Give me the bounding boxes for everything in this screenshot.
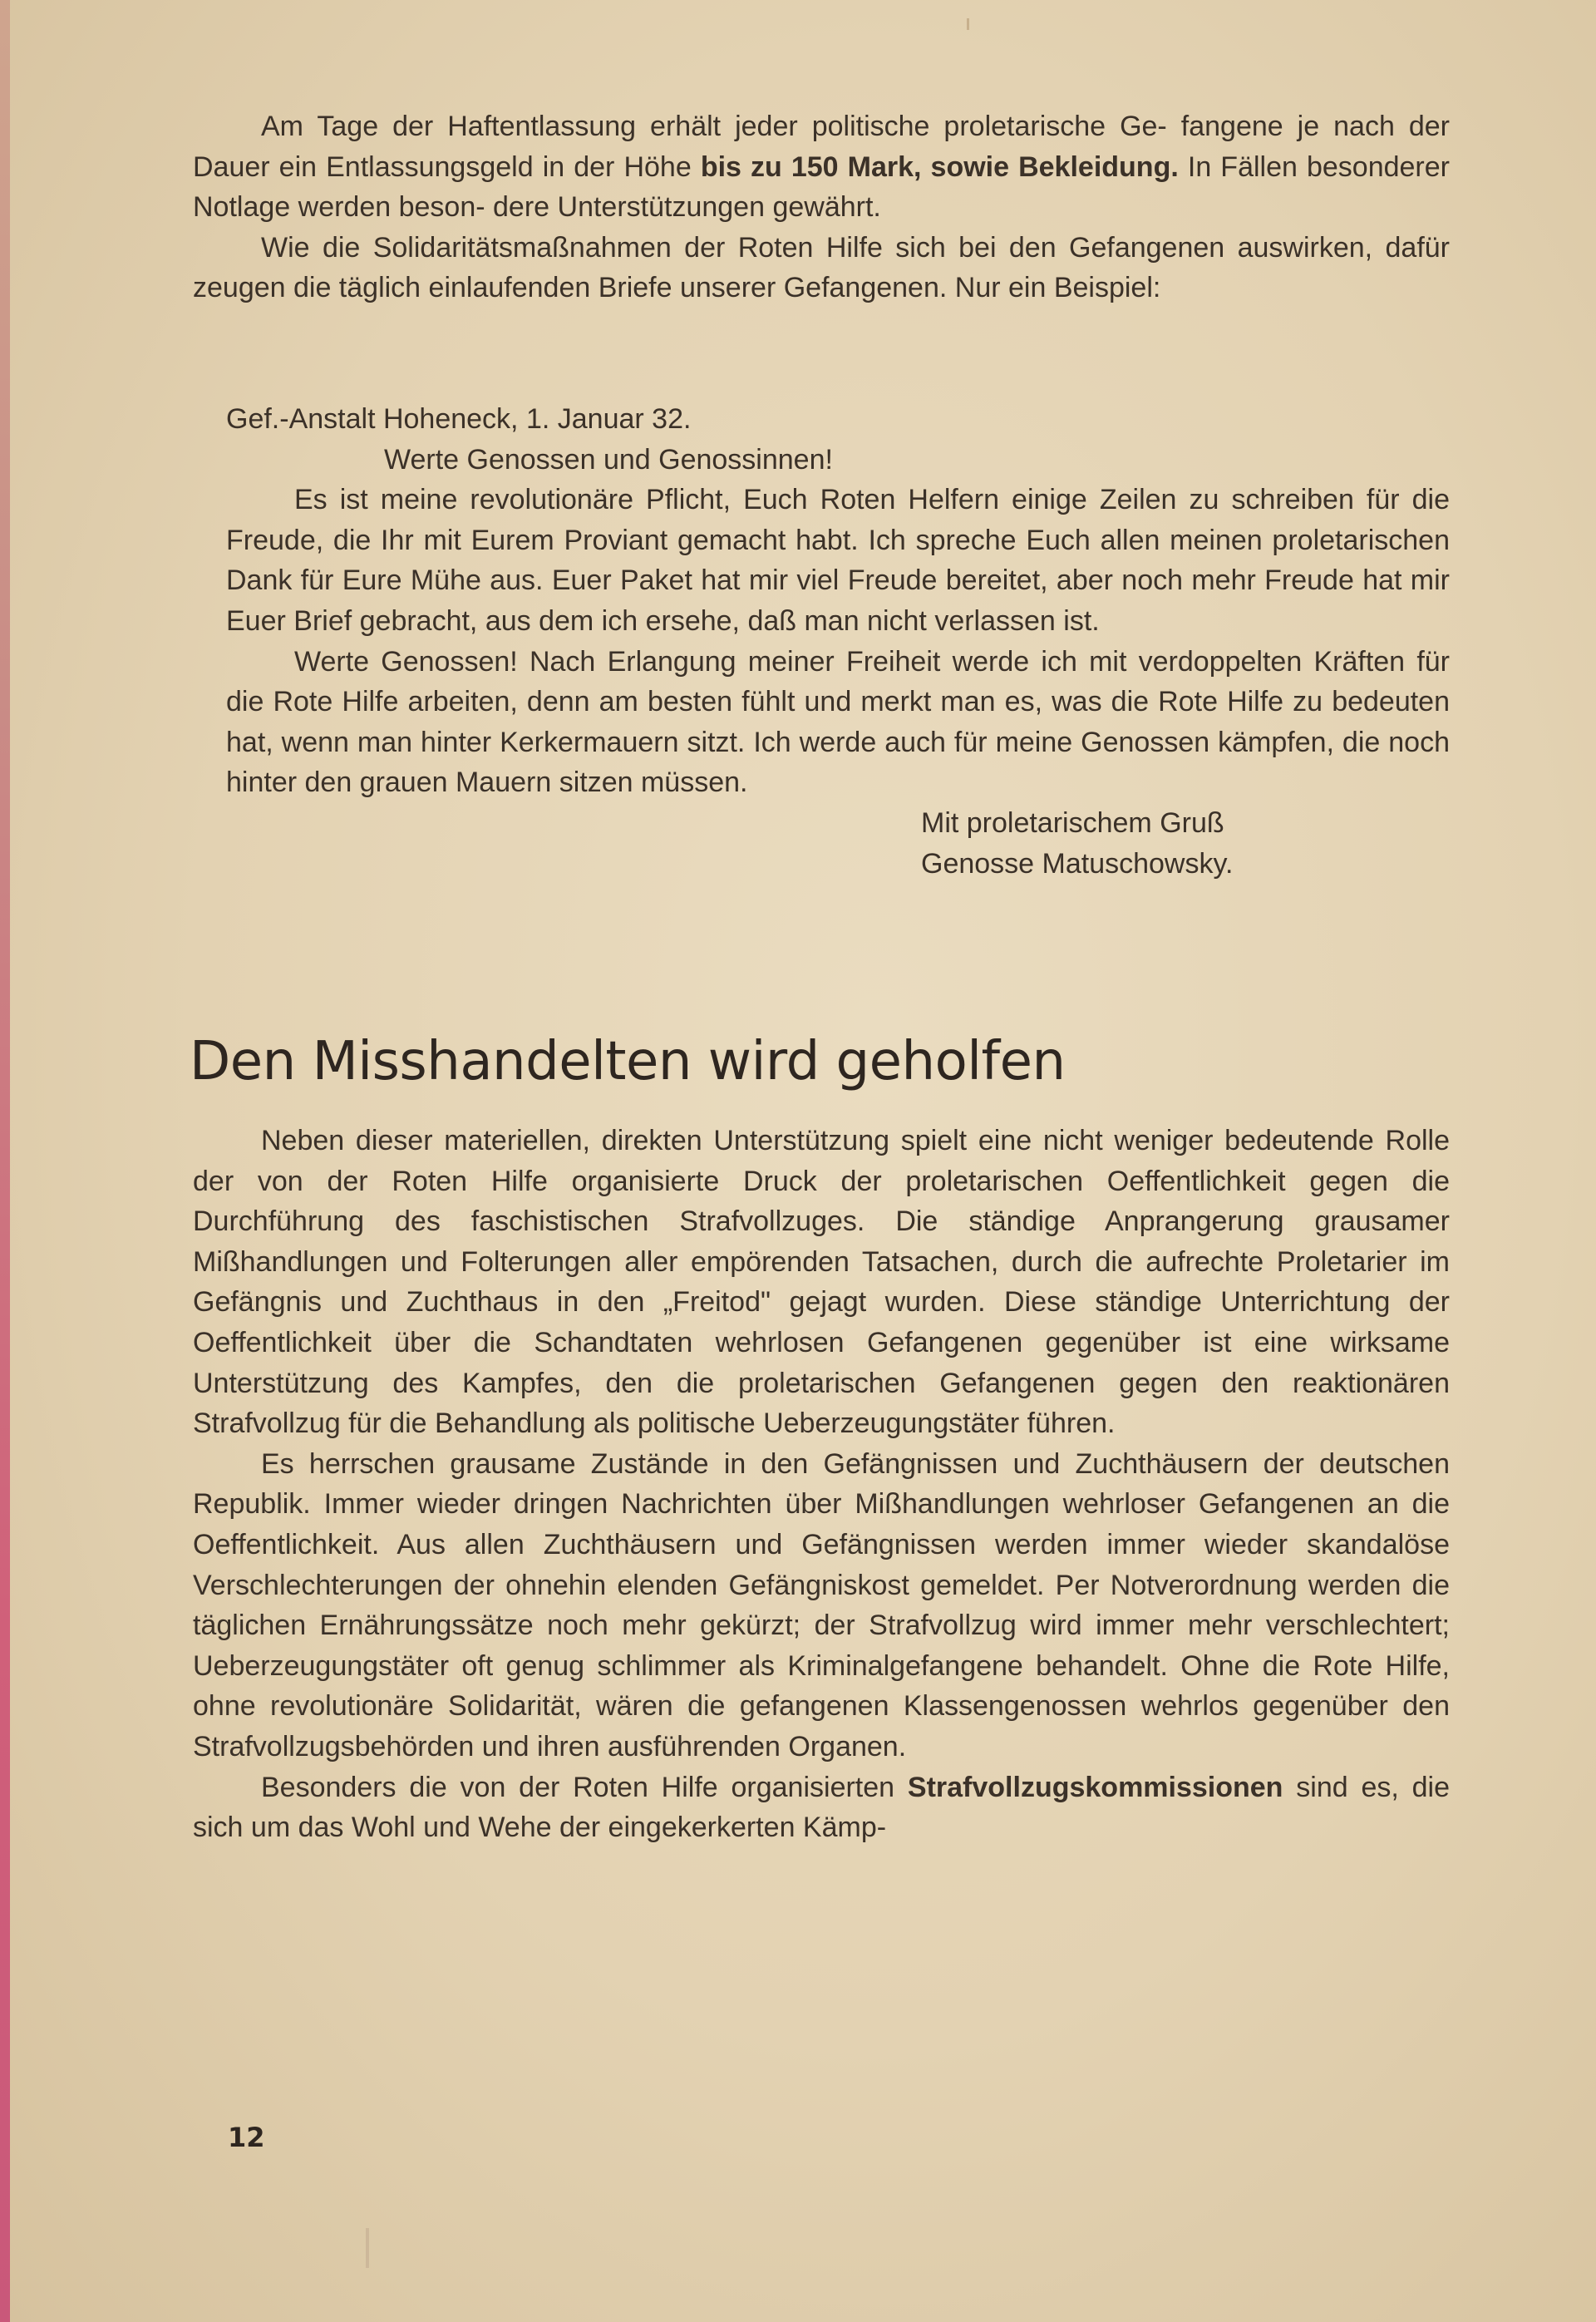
letter-closing: Mit proletarischem Gruß [921,806,1224,839]
paper-mark [366,2228,369,2268]
letter-body-2: Werte Genossen! Nach Erlangung meiner Freiheit werde ich mit verdoppelten Kräften für die Rote Hilfe arbeiten, denn am besten fühlt und merkt man es, was die Rote Hilfe zu bedeuten hat, wenn man hinter Kerkermauern sitzt. Ich werde auch für meine Genossen kämpfen, die noch hinter den grauen Mauern sitzen müssen. [226,645,1450,799]
section-paragraph-3 [193,1767,1450,1848]
section-paragraph-1: Neben dieser materiellen, direkten Unterstützung spielt eine nicht weniger bedeutende Rolle der von der Roten Hilfe organisierte Druck der proletarischen Oeffentlichkeit gegen die Durchführung des faschistischen Strafvollzuges. Die ständige Anprangerung grausamer Mißhandlungen und Folterungen aller empörenden Tatsachen, durch die aufrechte Proletarier im Gefängnis und Zuchthaus in den „Freitod" gejagt wurden. Diese ständige Unterrichtung der Oeffentlichkeit über die Schandtaten wehrlosen Gefangenen gegenüber ist eine wirksame Unterstützung des Kampfes, den die proletarischen Gefangenen gegen den reaktionären Strafvollzug für die Behandlung als politische Ueberzeugungstäter führen. [193,1125,1450,1440]
page-number: 12 [228,2122,265,2153]
text-line: dere Unterstützungen gewährt. [493,191,881,224]
paper-mark [967,18,969,30]
bold-text: Strafvollzugskommissionen [907,1771,1283,1803]
letter-signature: Genosse Matuschowsky. [921,847,1234,880]
text-line: fangene je nach der Dauer ein Entlassungsgeld in der Höhe [193,111,1450,183]
paragraph-release-money [193,106,1450,228]
letter-body-1: Es ist meine revolutionäre Pflicht, Euch Roten Helfern einige Zeilen zu schreiben für die Freude, die Ihr mit Eurem Proviant gemacht habt. Ich spreche Euch allen meinen proletarischen Dank für Eure Mühe aus. Euer Paket hat mir viel Freude bereitet, aber noch mehr Freude hat mir Euer Brief gebracht, aus dem ich ersehe, daß man nicht verlassen ist. [226,484,1450,637]
intro-block [193,106,1450,308]
section-body [193,1121,1450,1848]
text-line: In Fällen besonderer Notlage werden beson- [193,150,1450,224]
bold-text: Mark, sowie Bekleidung. [847,150,1179,183]
paragraph-solidarity: Wie die Solidaritätsmaßnahmen der Roten Hilfe sich bei den Gefangenen auswirken, dafür zeugen die täglich einlaufenden Briefe unserer Gefangenen. Nur ein Beispiel: [193,231,1450,304]
prisoner-letter [226,399,1450,884]
text-span: sind es, die sich um das Wohl und Wehe der eingekerkerten Kämp- [193,1771,1451,1844]
text-line: Am Tage der Haftentlassung erhält jeder politische proletarische Ge- [261,111,1167,142]
letter-greeting: Werte Genossen und Genossinnen! [384,443,833,476]
section-paragraph-2: Es herrschen grausame Zustände in den Gefängnissen und Zuchthäusern der deutschen Republik. Immer wieder dringen Nachrichten über Mißhandlungen wehrloser Gefangenen an die Oeffentlichkeit. Aus allen Zuchthäusern und Gefängnissen werden immer wieder skandalöse Verschlechterungen der ohnehin elenden Gefängniskost gemeldet. Per Notverordnung werden die täglichen Ernährungssätze noch mehr gekürzt; der Strafvollzug wird immer mehr verschlechtert; Ueberzeugungstäter oft genug schlimmer als Kriminalgefangene behandelt. Ohne die Rote Hilfe, ohne revolutionäre Solidarität, wären die gefangenen Klassengenossen wehrlos gegenüber den Strafvollzugsbehörden und ihren ausführenden Organen. [193,1447,1450,1762]
bold-text: bis zu 150 [700,150,839,183]
letter-date: Gef.-Anstalt Hoheneck, 1. Januar 32. [226,403,692,435]
text-span: Besonders die von der Roten Hilfe organisierten [261,1771,895,1803]
section-heading: Den Misshandelten wird geholfen [190,1031,1066,1092]
page-edge [0,0,10,2322]
